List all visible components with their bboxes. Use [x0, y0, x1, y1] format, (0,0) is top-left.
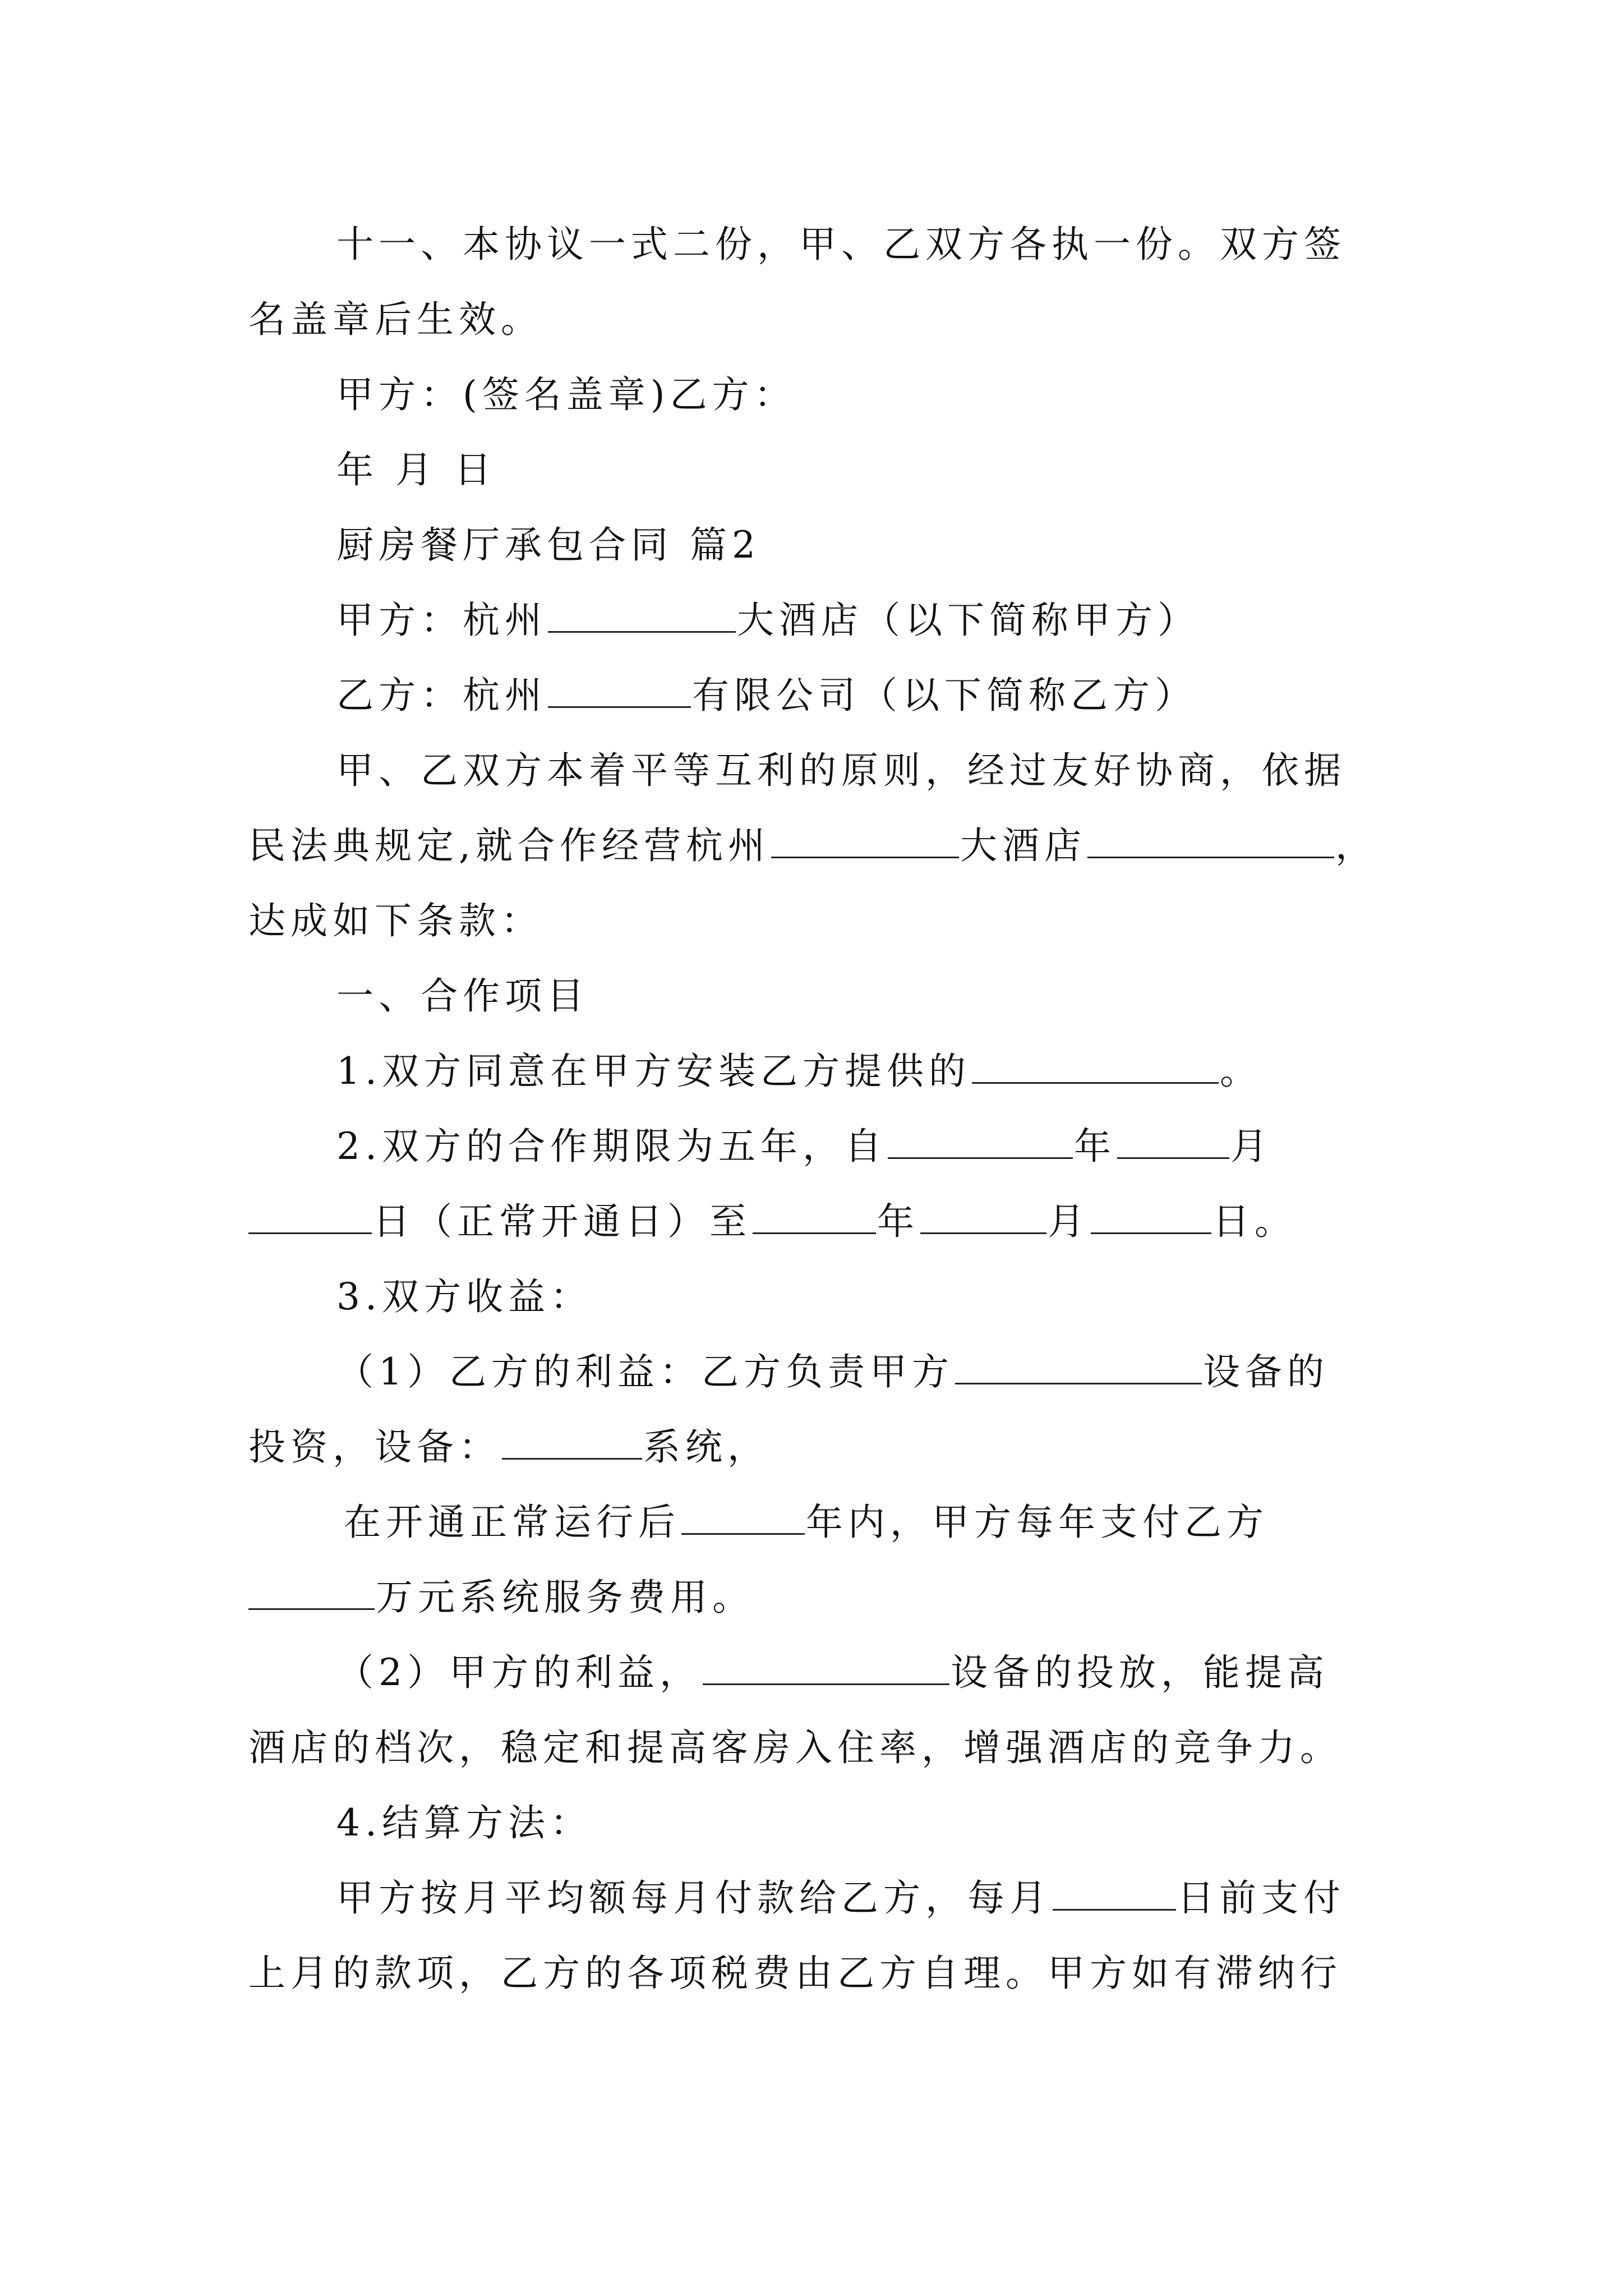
party-b-suffix: 有限公司（以下简称乙方） [692, 674, 1197, 717]
item-1-end: 。 [1219, 1050, 1262, 1093]
item-3-1-line-1 [336, 1347, 1329, 1397]
fill-blank [1091, 1200, 1211, 1234]
item-3-1-line-3 [344, 1497, 1269, 1548]
item-1-text: 1.双方同意在甲方安装乙方提供的 [336, 1050, 971, 1093]
preamble-end: ， [1335, 824, 1377, 867]
item-4-end: 日前支付 [1177, 1876, 1345, 1920]
fill-blank [548, 674, 691, 708]
item-4-heading: 4.结算方法： [336, 1801, 592, 1844]
item-4-text: 甲方按月平均额每月付款给乙方，每月 [336, 1876, 1052, 1920]
fill-blank [955, 1350, 1202, 1384]
item-2-text: 2.双方的合作期限为五年，自 [336, 1125, 887, 1168]
party-a-prefix: 甲方：杭州 [336, 599, 547, 642]
fill-blank [248, 1576, 375, 1610]
item-2-line-2 [248, 1197, 1297, 1247]
item-3-1-years: 年内，甲方每年支付乙方 [806, 1501, 1269, 1544]
date-line: 年 月 日 [336, 448, 496, 491]
item-2-line-1 [336, 1121, 1272, 1172]
item-3-1-line-2 [248, 1422, 769, 1473]
clause-11-line-2: 名盖章后生效。 [248, 298, 543, 341]
item-3-1-fee: 万元系统服务费用。 [376, 1576, 754, 1619]
item-3-2-text: （2）甲方的利益， [336, 1651, 702, 1694]
fill-blank [502, 1425, 642, 1460]
fill-blank [1087, 824, 1334, 858]
item-3-2-line-2: 酒店的档次，稳定和提高客房入住率，增强酒店的竞争力。 [248, 1726, 1342, 1769]
item-4-line-2: 上月的款项，乙方的各项税费由乙方自理。甲方如有滞纳行 [248, 1952, 1342, 1995]
fill-blank [248, 1200, 372, 1234]
party-a-line [336, 595, 1200, 646]
preamble-prefix: 民法典规定,就合作经营杭州 [248, 824, 770, 867]
item-2-day: 日（正常开通日）至 [373, 1200, 751, 1243]
fill-blank [1053, 1876, 1176, 1911]
item-3-1-system: 系统， [643, 1425, 769, 1469]
party-a-suffix: 大酒店（以下简称甲方） [737, 599, 1200, 642]
item-4-line-1 [336, 1873, 1345, 1924]
item-1-line [336, 1046, 1262, 1097]
fill-blank [703, 1651, 949, 1685]
item-3-heading: 3.双方收益： [336, 1275, 592, 1318]
item-3-1-end: 设备的 [1203, 1350, 1329, 1393]
heading-cooperation-project: 一、合作项目 [336, 974, 589, 1018]
item-3-1-line-4 [248, 1572, 754, 1623]
item-3-1-after: 在开通正常运行后 [344, 1501, 680, 1544]
item-3-2-line-1 [336, 1648, 1329, 1698]
preamble-line-1: 甲、乙双方本着平等互利的原则，经过友好协商，依据 [336, 749, 1346, 792]
preamble-line-2 [248, 821, 1377, 871]
fill-blank [771, 824, 959, 858]
fill-blank [548, 599, 736, 633]
fill-blank [681, 1501, 805, 1535]
fill-blank [753, 1200, 876, 1234]
party-b-prefix: 乙方：杭州 [336, 674, 547, 717]
party-b-line [336, 670, 1197, 721]
section-title: 厨房餐厅承包合同 篇2 [336, 523, 760, 567]
clause-11-line-1: 十一、本协议一式二份，甲、乙双方各执一份。双方签 [336, 223, 1346, 266]
item-2-end-year: 年 [877, 1200, 919, 1243]
fill-blank [920, 1200, 1046, 1234]
signature-line: 甲方：(签名盖章)乙方： [336, 373, 796, 416]
item-3-1-text: （1）乙方的利益：乙方负责甲方 [336, 1350, 954, 1393]
preamble-middle: 大酒店 [960, 824, 1086, 867]
item-2-end-day: 日。 [1212, 1200, 1297, 1243]
item-2-end-month: 月 [1048, 1200, 1090, 1243]
item-3-2-end: 设备的投放，能提高 [951, 1651, 1329, 1694]
item-3-1-equip: 投资，设备： [248, 1425, 501, 1469]
preamble-line-3: 达成如下条款： [248, 899, 543, 942]
fill-blank [972, 1050, 1219, 1084]
fill-blank [1117, 1125, 1229, 1159]
fill-blank [888, 1125, 1073, 1159]
item-2-month: 月 [1230, 1125, 1272, 1168]
item-2-year: 年 [1073, 1125, 1116, 1168]
